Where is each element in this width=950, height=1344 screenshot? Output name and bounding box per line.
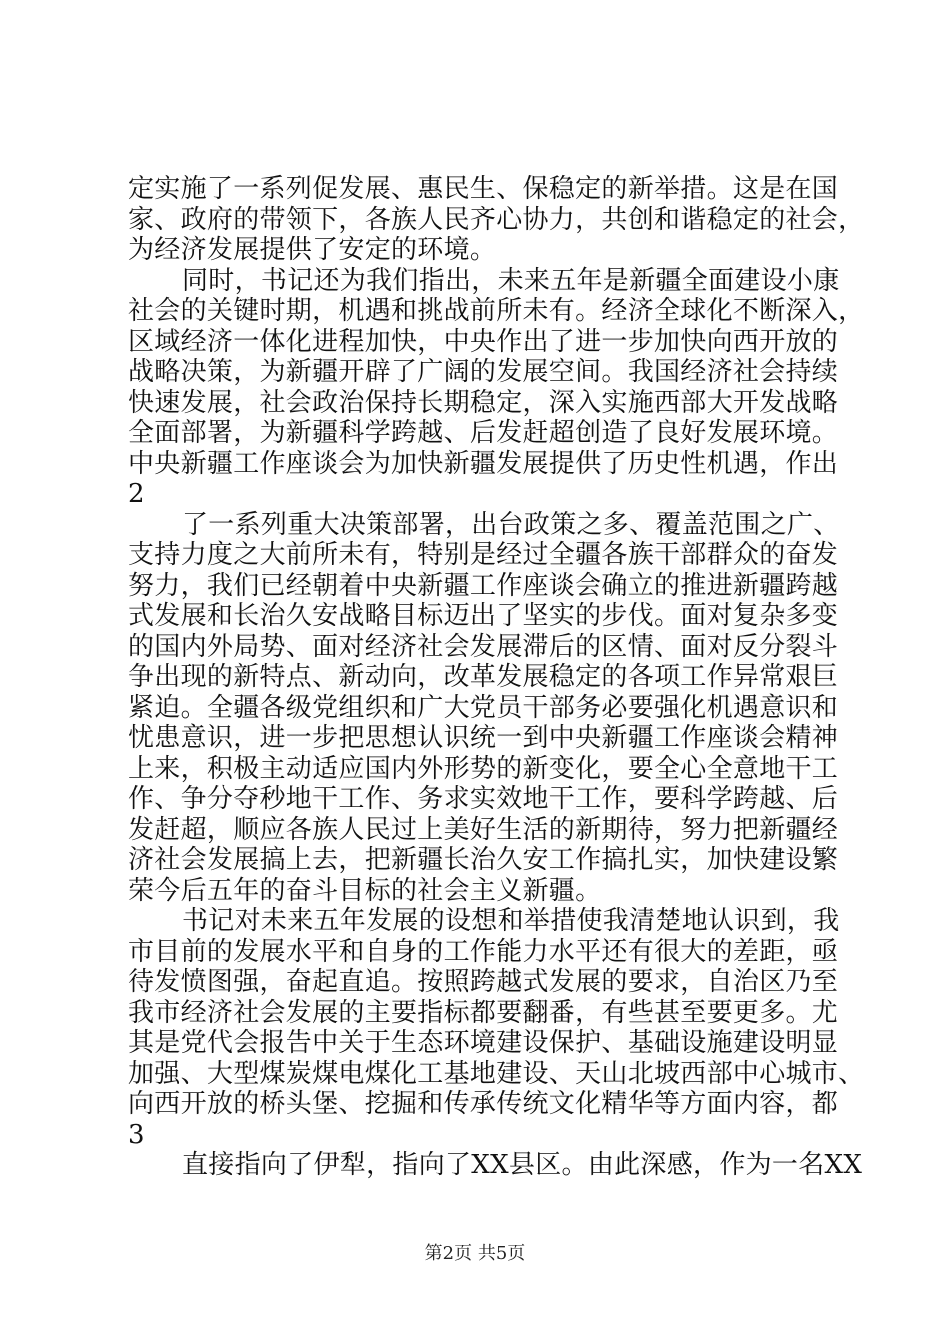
- text-line: 忧患意识，进一步把思想认识统一到中央新疆工作座谈会精神: [128, 723, 839, 753]
- text-line: 直接指向了伊犁，指向了XX县区。由此深感，作为一名XX: [182, 1150, 863, 1180]
- text-line: 我市经济社会发展的主要指标都要翻番，有些甚至要更多。尤: [128, 997, 839, 1028]
- text-line: 了一系列重大决策部署，出台政策之多、覆盖范围之广、: [182, 509, 840, 540]
- text-line: 同时，书记还为我们指出，未来五年是新疆全面建设小康: [182, 265, 840, 296]
- text-line: 作、争分夺秒地干工作、务求实效地干工作，要科学跨越、后: [128, 784, 839, 814]
- document-body: [128, 174, 865, 1181]
- text-line: 市目前的发展水平和自身的工作能力水平还有很大的差距，亟: [128, 936, 839, 967]
- text-line: 争出现的新特点、新动向，改革发展稳定的各项工作异常艰巨: [128, 662, 839, 692]
- page-footer: 第2页 共5页: [424, 1243, 526, 1264]
- text-line: 区域经济一体化进程加快，中央作出了进一步加快向西开放的: [128, 326, 839, 357]
- text-line: 家、政府的带领下，各族人民齐心协力，共创和谐稳定的社会，: [128, 204, 865, 235]
- text-line: 紧迫。全疆各级党组织和广大党员干部务必要强化机遇意识和: [128, 692, 839, 723]
- text-line: 发赶超，顺应各族人民过上美好生活的新期待，努力把新疆经: [128, 814, 839, 845]
- text-line: 快速发展，社会政治保持长期稳定，深入实施西部大开发战略: [128, 387, 839, 418]
- text-line: 上来，积极主动适应国内外形势的新变化，要全心全意地干工: [128, 753, 839, 784]
- text-line: 社会的关键时期，机遇和挑战前所未有。经济全球化不断深入，: [128, 296, 865, 326]
- text-line: 为经济发展提供了安定的环境。: [128, 235, 497, 265]
- text-line: 定实施了一系列促发展、惠民生、保稳定的新举措。这是在国: [128, 174, 839, 204]
- text-line: 支持力度之大前所未有，特别是经过全疆各族干部群众的奋发: [128, 540, 839, 570]
- page-marker-number: 3: [128, 1119, 145, 1150]
- page-marker-number: 2: [128, 479, 145, 509]
- text-line: 其是党代会报告中关于生态环境建设保护、基础设施建设明显: [128, 1028, 839, 1058]
- text-line: 荣今后五年的奋斗目标的社会主义新疆。: [128, 875, 602, 906]
- text-line: 济社会发展搞上去，把新疆长治久安工作搞扎实，加快建设繁: [128, 845, 839, 875]
- text-line: 战略决策，为新疆开辟了广阔的发展空间。我国经济社会持续: [128, 357, 839, 387]
- text-line: 书记对未来五年发展的设想和举措使我清楚地认识到，我: [182, 906, 840, 936]
- text-line: 式发展和长治久安战略目标迈出了坚实的步伐。面对复杂多变: [128, 601, 839, 631]
- text-line: 努力，我们已经朝着中央新疆工作座谈会确立的推进新疆跨越: [128, 570, 839, 601]
- text-line: 的国内外局势、面对经济社会发展滞后的区情、面对反分裂斗: [128, 631, 839, 662]
- text-line: 加强、大型煤炭煤电煤化工基地建设、天山北坡西部中心城市、: [128, 1058, 865, 1089]
- text-line: 全面部署，为新疆科学跨越、后发赶超创造了良好发展环境。: [128, 418, 839, 448]
- text-line: 向西开放的桥头堡、挖掘和传承传统文化精华等方面内容，都: [128, 1089, 839, 1119]
- text-line: 中央新疆工作座谈会为加快新疆发展提供了历史性机遇，作出: [128, 448, 839, 479]
- text-line: 待发愤图强，奋起直追。按照跨越式发展的要求，自治区乃至: [128, 967, 839, 997]
